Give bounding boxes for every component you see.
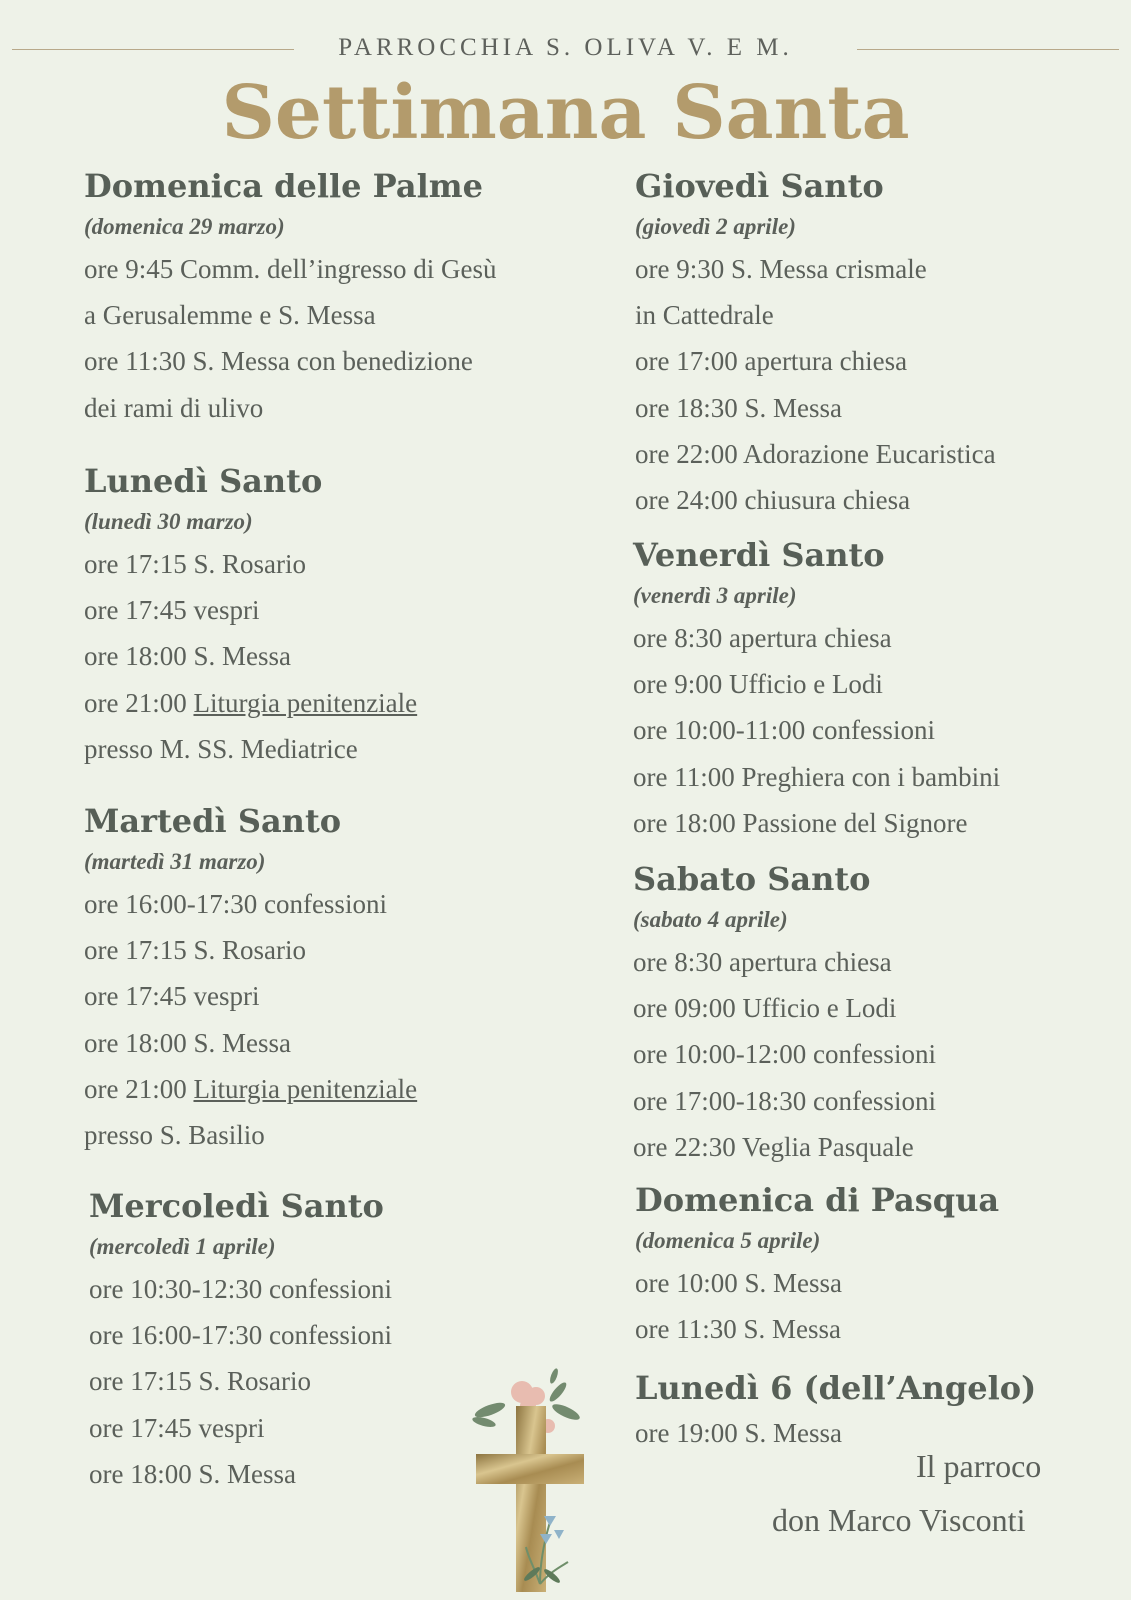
schedule-line: ore 24:00 chiusura chiesa	[635, 485, 911, 516]
day-section	[633, 857, 936, 1170]
schedule-line: dei rami di ulivo	[84, 392, 264, 423]
signature-name: don Marco Visconti	[772, 1502, 1026, 1538]
day-section	[635, 1366, 1036, 1456]
day-title: Martedì Santo	[84, 802, 342, 840]
schedule-line: ore 17:00-18:30 confessioni	[633, 1085, 936, 1116]
schedule-line: presso M. SS. Mediatrice	[84, 733, 358, 764]
day-date: (venerdì 3 aprile)	[633, 583, 797, 608]
schedule-line: a Gerusalemme e S. Messa	[84, 300, 376, 331]
floral-cross-icon	[470, 1362, 590, 1594]
day-title: Giovedì Santo	[635, 167, 884, 205]
schedule-line: ore 16:00-17:30 confessioni	[89, 1320, 392, 1351]
schedule-line: in Cattedrale	[635, 300, 774, 331]
day-title: Lunedì 6 (dell’Angelo)	[635, 1369, 1037, 1407]
schedule-line: ore 18:00 S. Messa	[84, 1027, 291, 1058]
schedule-line: ore 18:00 Passione del Signore	[633, 807, 968, 838]
page-title: Settimana Santa	[221, 70, 910, 156]
day-title: Mercoledì Santo	[89, 1187, 384, 1225]
day-date: (giovedì 2 aprile)	[635, 214, 796, 239]
schedule-line: ore 10:30-12:30 confessioni	[89, 1274, 392, 1304]
liturgia-link[interactable]: Liturgia penitenziale	[193, 1073, 418, 1104]
day-title: Sabato Santo	[633, 860, 871, 898]
day-date: (lunedì 30 marzo)	[84, 509, 253, 534]
schedule-line: ore 11:30 S. Messa con benedizione	[84, 346, 473, 377]
day-date: (sabato 4 aprile)	[633, 907, 788, 932]
day-section	[84, 459, 417, 772]
signature-role: Il parroco	[916, 1448, 1042, 1484]
schedule-line: ore 16:00-17:30 confessioni	[84, 889, 387, 919]
schedule-line: ore 9:30 S. Messa crismale	[635, 254, 927, 284]
day-section	[635, 164, 996, 523]
schedule-line: ore 17:45 vespri	[84, 981, 260, 1012]
schedule-line: ore 17:15 S. Rosario	[84, 935, 306, 966]
day-section	[635, 1178, 999, 1352]
schedule-line: ore 8:30 apertura chiesa	[633, 623, 892, 653]
schedule-line: ore 9:00 Ufficio e Lodi	[633, 669, 883, 700]
schedule-line	[84, 680, 417, 726]
day-date: (domenica 29 marzo)	[84, 214, 285, 239]
schedule-line: ore 22:00 Adorazione Eucaristica	[635, 438, 996, 469]
schedule-line: ore 17:45 vespri	[84, 595, 260, 626]
day-section	[84, 164, 496, 431]
liturgia-link[interactable]: Liturgia penitenziale	[193, 687, 418, 718]
day-section	[84, 799, 417, 1158]
schedule-line: ore 17:45 vespri	[89, 1412, 265, 1443]
schedule-line	[84, 1066, 417, 1112]
schedule-line: ore 11:00 Preghiera con i bambini	[633, 761, 1001, 792]
schedule-line: ore 10:00-12:00 confessioni	[633, 1039, 936, 1070]
day-title: Domenica di Pasqua	[635, 1181, 1000, 1219]
schedule-line: ore 17:00 apertura chiesa	[635, 346, 908, 377]
line-text: ore 21:00	[84, 1073, 194, 1104]
schedule-line: ore 09:00 Ufficio e Lodi	[633, 993, 897, 1024]
schedule-line: ore 10:00 S. Messa	[635, 1268, 842, 1298]
day-date: (domenica 5 aprile)	[635, 1228, 821, 1253]
schedule-line: ore 18:00 S. Messa	[84, 641, 291, 672]
day-date: (martedì 31 marzo)	[84, 849, 266, 874]
day-title: Domenica delle Palme	[84, 167, 483, 205]
schedule-line: ore 18:00 S. Messa	[89, 1458, 296, 1489]
day-date: (mercoledì 1 aprile)	[89, 1234, 276, 1259]
day-section	[633, 533, 1000, 846]
day-section	[89, 1184, 392, 1497]
schedule-line: ore 17:15 S. Rosario	[84, 549, 306, 579]
schedule-line: ore 17:15 S. Rosario	[89, 1366, 311, 1397]
line-text: ore 21:00	[84, 687, 194, 718]
schedule-line: presso S. Basilio	[84, 1120, 265, 1151]
parish-name: PARROCCHIA S. OLIVA V. E M.	[338, 34, 793, 61]
schedule-line: ore 10:00-11:00 confessioni	[633, 715, 935, 746]
schedule-line: ore 9:45 Comm. dell’ingresso di Gesù	[84, 254, 497, 284]
day-title: Lunedì Santo	[84, 462, 323, 500]
schedule-line: ore 19:00 S. Messa	[635, 1418, 842, 1448]
schedule-line: ore 22:30 Veglia Pasquale	[633, 1131, 914, 1162]
schedule-line: ore 11:30 S. Messa	[635, 1314, 841, 1345]
schedule-line: ore 18:30 S. Messa	[635, 392, 842, 423]
schedule-line: ore 8:30 apertura chiesa	[633, 947, 892, 977]
day-title: Venerdì Santo	[633, 536, 885, 574]
